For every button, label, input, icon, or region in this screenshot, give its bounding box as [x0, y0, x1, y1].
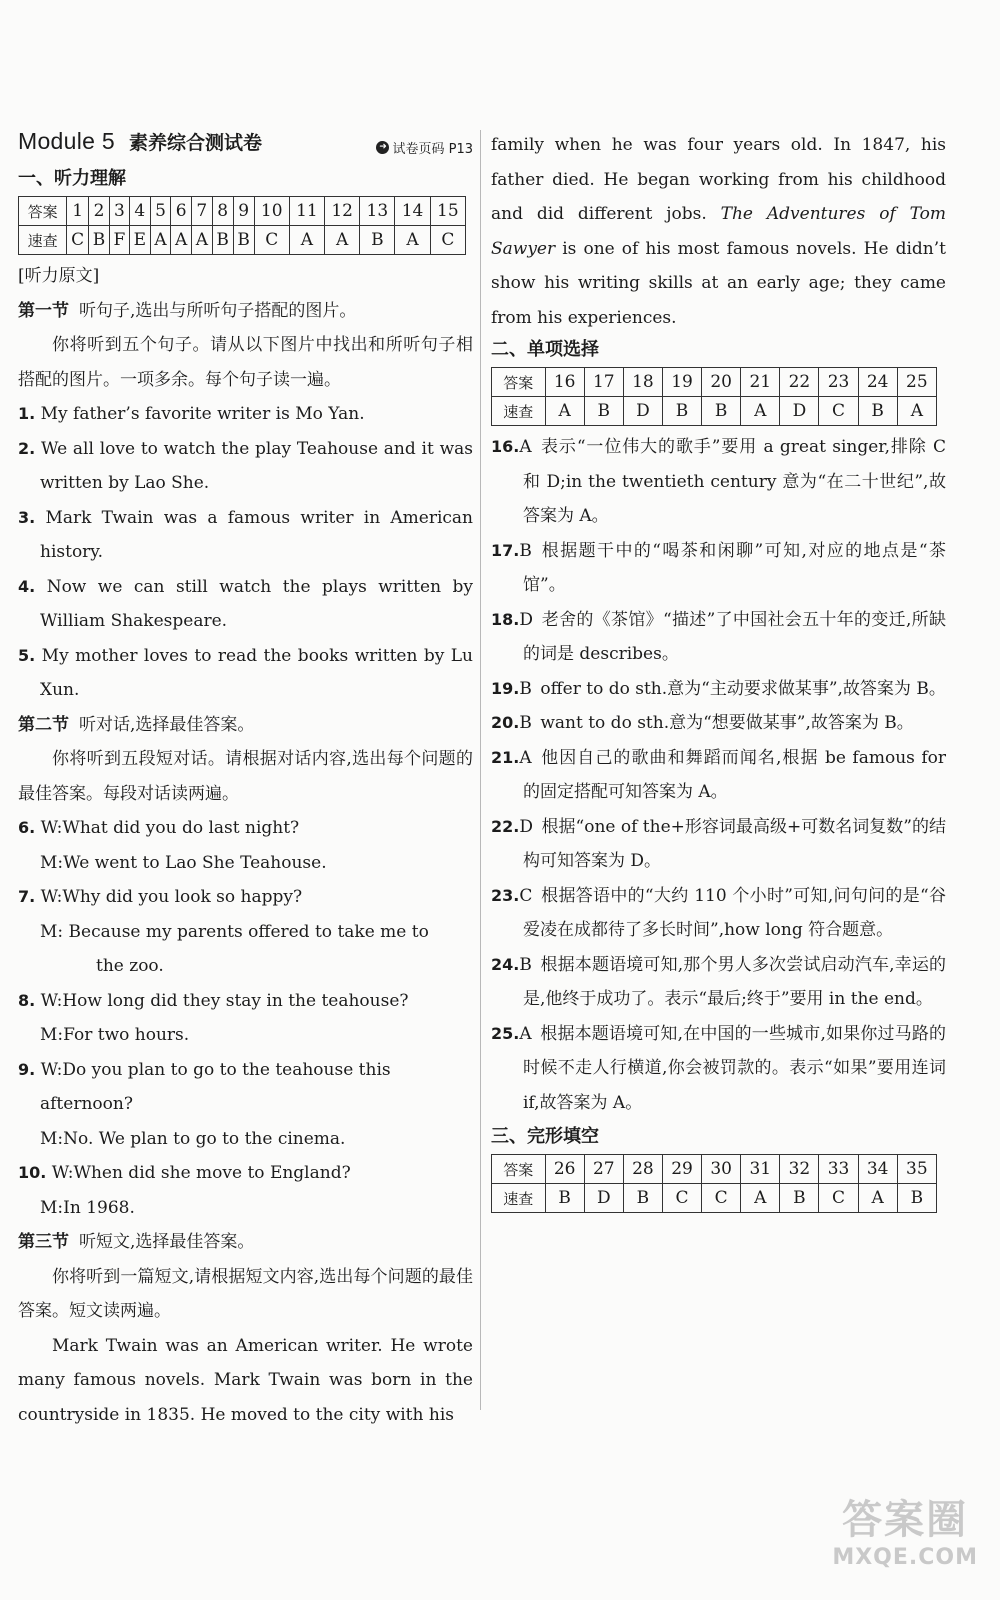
answer-letter: B [519, 713, 532, 733]
dialog-man-line: M:No. We plan to go to the cinema. [40, 1128, 346, 1149]
arrow-right-icon: ➜ [376, 141, 389, 154]
passage-right [491, 128, 946, 335]
explanation-item [491, 534, 946, 603]
section-3-title: 三、完形填空 [491, 1126, 599, 1147]
item-text: My mother loves to read the books written by Lu Xun. [40, 645, 474, 700]
part-3-instruction: 听短文,选择最佳答案。 [79, 1232, 255, 1252]
item-number: 19. [491, 678, 520, 698]
item-number: 7. [18, 887, 36, 906]
question-number: 30 [702, 1155, 741, 1184]
question-number: 26 [545, 1155, 584, 1184]
question-number: 13 [360, 197, 395, 226]
question-number: 25 [897, 368, 936, 397]
part-2-title: 第二节 [18, 714, 69, 735]
table-answer-row [492, 1184, 937, 1213]
item-number: 8. [18, 990, 36, 1010]
passage-left: Mark Twain was an American writer. He wrote many famous novels. Mark Twain was born in the countryside in 1835. He moved to the city with his [18, 1335, 473, 1425]
item-number: 9. [18, 1059, 36, 1079]
question-number: 31 [741, 1155, 780, 1184]
answer-letter: E [129, 226, 150, 255]
question-number: 28 [623, 1155, 662, 1184]
item-number: 2. [18, 438, 36, 458]
passage-right-part-1: family when he was four years old. In 1847, his father died. He began working from his childhood and did different jobs. [491, 135, 946, 224]
woman-line: W:When did she move to England? [51, 1163, 351, 1183]
answer-letter: B [360, 226, 395, 255]
answer-table-2 [491, 367, 937, 426]
question-number: 29 [662, 1155, 701, 1184]
sentence-item [18, 501, 473, 570]
answer-letter: C [254, 226, 289, 255]
question-number: 10 [254, 197, 289, 226]
question-number: 8 [212, 197, 233, 226]
answer-letter: F [109, 226, 129, 255]
question-number: 12 [325, 197, 360, 226]
item-text: My father’s favorite writer is Mo Yan. [40, 404, 365, 424]
part-3-title: 第三节 [18, 1232, 69, 1252]
page-reference [376, 138, 473, 157]
answer-letter: C [662, 1184, 701, 1213]
woman-line: W:Do you plan to go to the teahouse this afternoon? [40, 1059, 391, 1114]
table-label: 答案 [492, 1155, 546, 1184]
dialog-man-line: M:We went to Lao She Teahouse. [40, 852, 327, 873]
dialog-man-line: M: Because my parents offered to take me to [40, 921, 429, 942]
explanation-item [491, 430, 946, 534]
part-3-intro: 你将听到一篇短文,请根据短文内容,选出每个问题的最佳答案。短文读两遍。 [18, 1266, 473, 1321]
answer-letter: A [325, 226, 360, 255]
section-2-title: 二、单项选择 [491, 339, 599, 360]
item-number: 6. [18, 818, 36, 837]
answer-letter: B [212, 226, 233, 255]
answer-letter: C [702, 1184, 741, 1213]
explanation-text: 根据题干中的“喝茶和闲聊”可知,对应的地点是“茶馆”。 [523, 540, 946, 595]
dialog-man-line-cont: the zoo. [96, 956, 164, 976]
question-number: 20 [702, 368, 741, 397]
item-text: Mark Twain was a famous writer in American history. [40, 507, 473, 562]
question-number: 34 [858, 1155, 897, 1184]
answer-table-3 [491, 1154, 937, 1213]
item-number: 1. [18, 404, 36, 423]
part-2-instruction: 听对话,选择最佳答案。 [79, 714, 255, 735]
question-number: 23 [819, 368, 858, 397]
watermark-url: MXQE.COM [832, 1545, 978, 1570]
answer-letter: B [780, 1184, 819, 1213]
page-reference-text: 试卷页码 P13 [392, 142, 473, 157]
module-subtitle: 素养综合测试卷 [129, 132, 263, 154]
answer-letter: A [897, 397, 936, 426]
question-number: 21 [741, 368, 780, 397]
explanation-item [491, 706, 946, 741]
table-label: 答案 [19, 197, 67, 226]
part-2-intro: 你将听到五段短对话。请根据对话内容,选出每个问题的最佳答案。每段对话读两遍。 [18, 749, 473, 804]
explanation-text: 他因自己的歌曲和舞蹈而闻名,根据 be famous for 的固定搭配可知答案为 A。 [523, 747, 946, 802]
dialog-woman-line [18, 811, 473, 846]
explanation-item [491, 741, 946, 810]
part-1-intro: 你将听到五个句子。请从以下图片中找出和所听句子相搭配的图片。一项多余。每个句子读一遍。 [18, 335, 473, 390]
answer-letter: A [519, 1023, 532, 1044]
question-number: 4 [129, 197, 150, 226]
question-number: 9 [233, 197, 254, 226]
item-number: 22. [491, 816, 520, 836]
answer-letter: A [858, 1184, 897, 1213]
question-number: 2 [89, 197, 110, 226]
answer-letter: D [519, 816, 533, 837]
explanation-item [491, 603, 946, 672]
item-number: 5. [18, 645, 36, 665]
woman-line: W:How long did they stay in the teahouse? [40, 990, 409, 1011]
table-answer-row [492, 397, 937, 426]
answer-letter: C [519, 885, 533, 906]
table-header-row [492, 368, 937, 397]
question-number: 18 [623, 368, 662, 397]
watermark [832, 1488, 978, 1570]
table-label: 速查 [492, 1184, 546, 1213]
answer-letter: C [67, 226, 89, 255]
left-column [18, 128, 473, 1432]
watermark-logo: 答案圈 [842, 1497, 969, 1543]
answer-letter: B [519, 954, 532, 975]
answer-letter: A [545, 397, 584, 426]
question-number: 24 [858, 368, 897, 397]
answer-letter: A [150, 226, 171, 255]
explanation-item [491, 879, 946, 948]
answer-letter: B [545, 1184, 584, 1213]
table-header-row [492, 1155, 937, 1184]
explanation-text: 根据本题语境可知,在中国的一些城市,如果你过马路的时候不走人行横道,你会被罚款的。表示“如果”要用连词 if,故答案为 A。 [523, 1023, 946, 1113]
question-number: 33 [819, 1155, 858, 1184]
book-title: The Adventures of Tom Sawyer [491, 204, 946, 259]
sentence-item [18, 639, 473, 708]
right-column [491, 128, 946, 1217]
woman-line: W:Why did you look so happy? [40, 887, 303, 907]
answer-letter: B [702, 397, 741, 426]
part-1-title: 第一节 [18, 300, 69, 321]
item-number: 17. [491, 540, 520, 560]
answer-letter: A [171, 226, 192, 255]
transcript-label: [听力原文] [18, 266, 100, 286]
explanations-list [491, 430, 946, 1120]
module-title: Module 5 [18, 128, 116, 154]
dialog-woman-line [18, 880, 473, 915]
table-answer-row [19, 226, 466, 255]
explanation-item [491, 672, 946, 707]
explanation-item [491, 1017, 946, 1121]
answer-letter: B [897, 1184, 936, 1213]
explanation-text: 根据答语中的“大约 110 个小时”可知,问句问的是“谷爱凌在成都待了多长时间”,how long 符合题意。 [523, 885, 946, 940]
item-number: 20. [491, 713, 520, 732]
question-number: 7 [192, 197, 213, 226]
explanation-text: 老舍的《茶馆》“描述”了中国社会五十年的变迁,所缺的词是 describes。 [523, 609, 946, 664]
part-1-instruction: 听句子,选出与所听句子搭配的图片。 [79, 300, 357, 321]
section-1-title: 一、听力理解 [18, 168, 126, 189]
dialog-woman-line [18, 1156, 473, 1191]
answer-letter: B [519, 678, 532, 699]
explanation-text: offer to do sth.意为“主动要求做某事”,故答案为 B。 [540, 678, 946, 699]
answer-letter: D [519, 609, 533, 630]
item-number: 21. [491, 747, 520, 767]
question-number: 16 [545, 368, 584, 397]
part-2-heading [18, 708, 473, 743]
answer-letter: D [584, 1184, 623, 1213]
item-text: We all love to watch the play Teahouse and it was written by Lao She. [40, 438, 473, 493]
question-number: 27 [584, 1155, 623, 1184]
module-header [18, 128, 473, 164]
answer-letter: A [519, 747, 532, 768]
part-2-dialogs [18, 811, 473, 1225]
answer-table-1 [18, 196, 466, 255]
question-number: 11 [289, 197, 324, 226]
answer-letter: B [519, 540, 532, 561]
part-1-heading [18, 294, 473, 329]
dialog-man-line: M:In 1968. [40, 1197, 135, 1218]
explanation-text: 根据“one of the+形容词最高级+可数名词复数”的结构可知答案为 D。 [523, 816, 946, 871]
dialog-woman-line [18, 1053, 473, 1122]
answer-letter: D [780, 397, 819, 426]
dialog-man-line: M:For two hours. [40, 1025, 190, 1045]
item-number: 4. [18, 576, 36, 596]
table-header-row [19, 197, 466, 226]
item-text: Now we can still watch the plays written by William Shakespeare. [40, 576, 473, 631]
sentence-item [18, 570, 473, 639]
answer-letter: A [395, 226, 430, 255]
answer-letter: B [89, 226, 110, 255]
explanation-text: 表示“一位伟大的歌手”要用 a great singer,排除 C 和 D;in the twentieth century 意为“在二十世纪”,故答案为 A。 [523, 437, 946, 526]
answer-letter: C [819, 397, 858, 426]
explanation-text: want to do sth.意为“想要做某事”,故答案为 B。 [540, 713, 914, 733]
question-number: 32 [780, 1155, 819, 1184]
question-number: 3 [109, 197, 129, 226]
answer-letter: B [662, 397, 701, 426]
table-label: 速查 [19, 226, 67, 255]
item-number: 25. [491, 1023, 520, 1043]
table-label: 速查 [492, 397, 546, 426]
sentence-item [18, 432, 473, 501]
item-number: 23. [491, 885, 520, 905]
explanation-item [491, 948, 946, 1017]
part-1-items [18, 397, 473, 708]
answer-letter: B [623, 1184, 662, 1213]
question-number: 5 [150, 197, 171, 226]
question-number: 22 [780, 368, 819, 397]
explanation-text: 根据本题语境可知,那个男人多次尝试启动汽车,幸运的是,他终于成功了。表示“最后;终于”要用 in the end。 [523, 954, 946, 1009]
answer-letter: B [233, 226, 254, 255]
passage-right-part-2: is one of his most famous novels. He didn’t show his writing skills at an early age; they came from his experiences. [491, 238, 946, 328]
answer-letter: A [741, 1184, 780, 1213]
question-number: 17 [584, 368, 623, 397]
answer-letter: B [858, 397, 897, 426]
woman-line: W:What did you do last night? [40, 818, 300, 838]
item-number: 18. [491, 609, 520, 629]
answer-letter: A [289, 226, 324, 255]
answer-letter: C [819, 1184, 858, 1213]
answer-letter: A [519, 437, 532, 457]
answer-letter: A [192, 226, 213, 255]
item-number: 3. [18, 507, 36, 527]
item-number: 24. [491, 954, 520, 974]
item-number: 16. [491, 437, 520, 456]
answer-letter: D [623, 397, 662, 426]
answer-letter: A [741, 397, 780, 426]
question-number: 35 [897, 1155, 936, 1184]
question-number: 14 [395, 197, 430, 226]
question-number: 6 [171, 197, 192, 226]
answer-letter: C [430, 226, 465, 255]
sentence-item [18, 397, 473, 432]
question-number: 1 [67, 197, 89, 226]
column-divider [480, 130, 481, 1410]
part-3-heading [18, 1225, 473, 1260]
item-number: 10. [18, 1163, 47, 1182]
table-label: 答案 [492, 368, 546, 397]
answer-letter: B [584, 397, 623, 426]
explanation-item [491, 810, 946, 879]
question-number: 19 [662, 368, 701, 397]
dialog-woman-line [18, 984, 473, 1019]
question-number: 15 [430, 197, 465, 226]
